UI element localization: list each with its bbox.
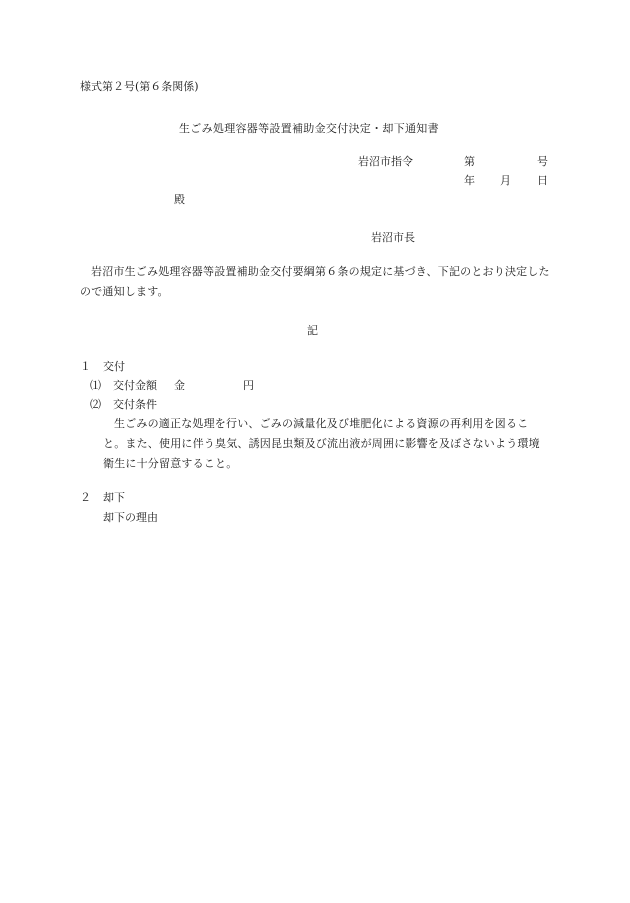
sender: 岩沼市長 <box>371 231 415 244</box>
intro-paragraph: 岩沼市生ごみ処理容器等設置補助金交付要綱第６条の規定に基づき、下記のとおり決定したので通知します。 <box>80 265 550 298</box>
item2-label: 交付条件 <box>113 398 157 411</box>
item2-conditions-text: 生ごみの適正な処理を行い、ごみの減量化及び堆肥化による資源の再利用を図ること。また、使用に伴う臭気、誘因昆虫類及び流出液が周囲に影響を及ぼさないよう環境衛生に十分留意すること。 <box>103 417 540 470</box>
recipient-honorific: 殿 <box>174 193 185 206</box>
section1-number: １ <box>80 360 91 373</box>
item1-amount-prefix: 金 <box>174 379 185 392</box>
item1-label: 交付金額 <box>113 379 157 392</box>
section2-number: ２ <box>80 491 91 504</box>
section2-heading: 却下 <box>103 491 125 504</box>
document-title: 生ごみ処理容器等設置補助金交付決定・却下通知書 <box>179 122 439 135</box>
form-number: 様式第２号(第６条関係) <box>80 80 199 93</box>
rejection-reason-label: 却下の理由 <box>103 511 158 524</box>
item1-marker: ⑴ <box>90 379 101 392</box>
section1-heading: 交付 <box>103 360 125 373</box>
item1-amount-unit: 円 <box>243 379 254 392</box>
note-heading: 記 <box>307 324 318 337</box>
item2-marker: ⑵ <box>90 398 101 411</box>
issuer-code: 岩沼市指令 <box>358 155 413 168</box>
date-month: 月 <box>500 174 511 187</box>
date-year: 年 <box>464 174 475 187</box>
number-suffix: 号 <box>537 155 548 168</box>
date-day: 日 <box>537 174 548 187</box>
number-prefix: 第 <box>464 155 475 168</box>
